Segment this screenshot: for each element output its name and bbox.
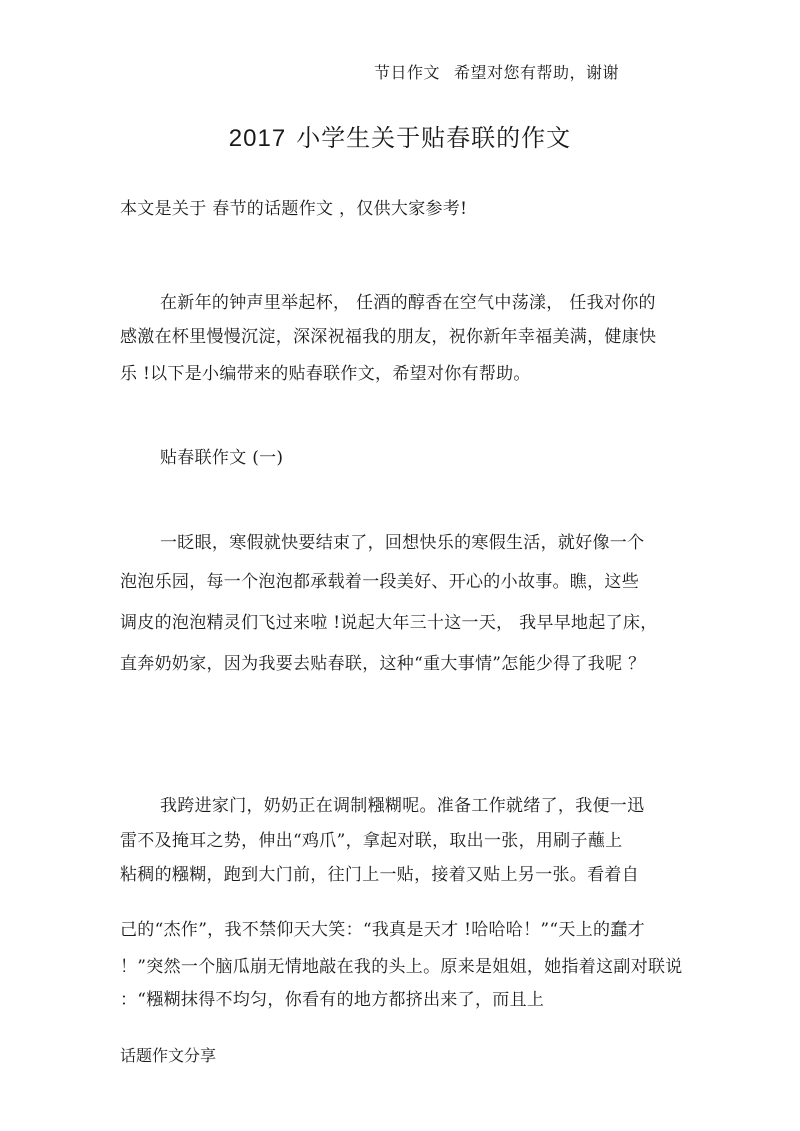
p4-line-3: ：“糨糊抹得不均匀，你看有的地方都挤出来了，而且上 — [120, 990, 545, 1010]
p3-line-1: 我跨进家门，奶奶正在调制糨糊呢。准备工作就绪了，我便一迅 — [160, 796, 645, 816]
p2-line-4: 直奔奶奶家，因为我要去贴春联，这种“重大事情”怎能少得了我呢 ？ — [120, 654, 646, 674]
p2-line-3: 调皮的泡泡精灵们飞过来啦 !说起大年三十这一天， 我早早地起了床， — [120, 613, 658, 633]
page-footer: 话题作文分享 — [120, 1046, 217, 1065]
p1-line-3: 乐 !以下是小编带来的贴春联作文，希望对你有帮助。 — [120, 364, 531, 384]
p3-line-3: 粘稠的糨糊，跑到大门前，往门上一贴，接着又贴上另一张。看着自 — [120, 865, 639, 885]
p2-line-1: 一眨眼，寒假就快要结束了，回想快乐的寒假生活，就好像一个 — [160, 533, 645, 553]
header-category: 节日作文 — [374, 63, 441, 82]
header-note: 希望对您有帮助，谢谢 — [454, 63, 620, 82]
section-heading: 贴春联作文 (一) — [160, 448, 284, 468]
page-title — [0, 118, 800, 153]
p4-line-1: 己的“杰作”，我不禁仰天大笑：“我真是天才 !哈哈哈！”“天上的蠢才 — [120, 920, 645, 940]
p1-line-1: 在新年的钟声里举起杯， 任酒的醇香在空气中荡漾， 任我对你的 — [160, 293, 656, 313]
p1-line-2: 感激在杯里慢慢沉淀，深深祝福我的朋友，祝你新年幸福美满，健康快 — [120, 327, 657, 347]
title-text: 小学生关于贴春联的作文 — [296, 124, 572, 152]
p4-line-2: ！”突然一个脑瓜崩无情地敲在我的头上。原来是姐姐，她指着这副对联说 — [120, 957, 683, 977]
intro-line: 本文是关于 春节的话题作文 ，仅供大家参考! — [120, 199, 468, 219]
page-header — [374, 60, 619, 83]
title-year: 2017 — [228, 125, 287, 152]
p3-line-2: 雷不及掩耳之势，伸出“鸡爪”，拿起对联，取出一张，用刷子蘸上 — [120, 831, 623, 851]
p2-line-2: 泡泡乐园，每一个泡泡都承载着一段美好、开心的小故事。瞧，这些 — [120, 572, 639, 592]
